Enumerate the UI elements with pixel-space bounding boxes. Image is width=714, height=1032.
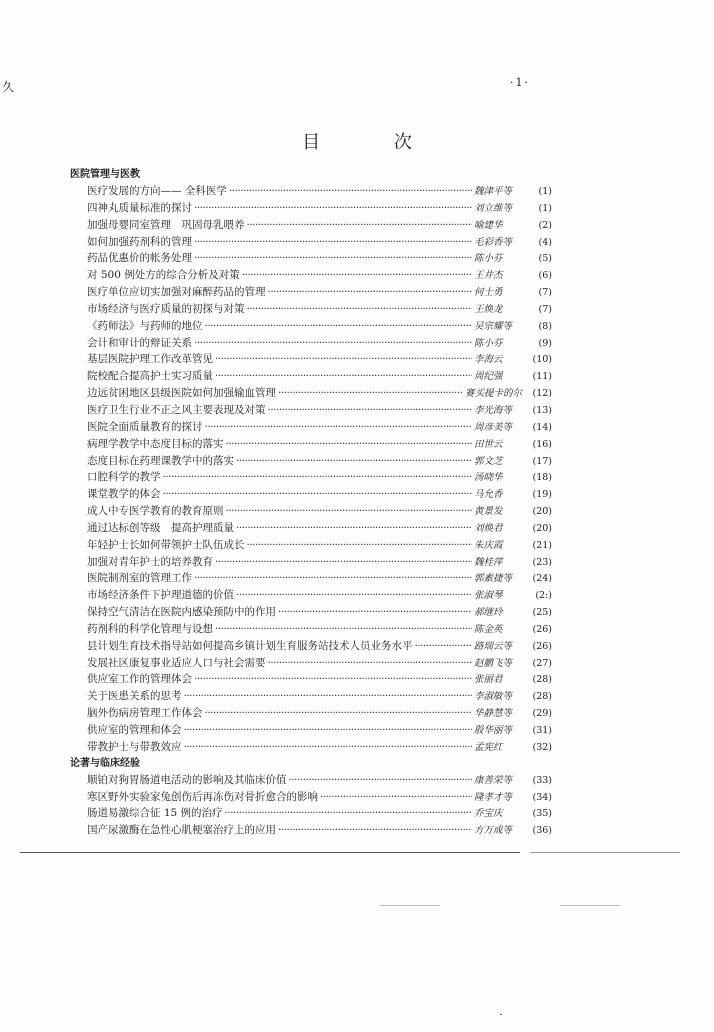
bottom-rule-faint-2: [560, 905, 620, 906]
toc-entry: [70, 655, 552, 672]
toc-entry: [70, 520, 552, 537]
dot-leader: [278, 822, 472, 839]
toc-entry: [70, 436, 552, 453]
toc-entry: [70, 638, 552, 655]
bottom-rule-short: [530, 852, 680, 853]
entry-title: 《药师法》与药师的地位: [87, 319, 203, 332]
entry-author: 方万成等: [474, 825, 513, 837]
toc-entry: [70, 385, 552, 402]
entry-author: 张淑琴: [474, 590, 503, 602]
entry-page-number: (28): [532, 674, 552, 686]
entry-title: 通过达标创等级 提高护理质量: [87, 521, 234, 534]
dot-leader: [194, 234, 472, 251]
entry-title: 肠道易激综合征 15 例的治疗: [87, 807, 223, 820]
entry-page-number: (24): [532, 573, 552, 585]
entry-page-number: (16): [532, 438, 552, 450]
entry-author: 喻建华: [474, 219, 503, 231]
entry-title: 对 500 例处方的综合分析及对策: [87, 269, 240, 282]
toc-entry: [70, 789, 552, 806]
entry-author: 周彦美等: [474, 421, 513, 433]
toc-entry: [70, 335, 552, 352]
entry-page-number: (21): [532, 539, 552, 551]
entry-title: 保持空气清洁在医院内感染预防中的作用: [87, 606, 276, 619]
entry-page-number: (36): [532, 825, 552, 837]
entry-author: 陈金英: [474, 623, 503, 635]
entry-page-number: (8): [538, 320, 552, 332]
toc-entry: [70, 250, 552, 267]
entry-author: 赛买提卡的尔: [464, 388, 522, 400]
entry-title: 带教护士与带教效应: [87, 740, 182, 753]
entry-title: 态度目标在药理课教学中的落实: [87, 454, 234, 467]
entry-title: 院校配合提高护士实习质量: [87, 370, 213, 383]
entry-page-number: (27): [532, 657, 552, 669]
entry-title: 医院制剂室的管理工作: [87, 572, 192, 585]
entry-author: 王井杰: [474, 270, 503, 282]
dot-leader: [215, 351, 472, 368]
entry-author: 乔宝庆: [474, 808, 503, 820]
entry-page-number: (10): [532, 354, 552, 366]
entry-author: 周纪强: [474, 371, 503, 383]
dot-leader: [278, 604, 472, 621]
entry-page-number: (28): [532, 691, 552, 703]
entry-title: 寒区野外实验家兔创伤后再冻伤对骨折愈合的影响: [87, 790, 318, 803]
entry-page-number: (9): [538, 337, 552, 349]
toc-entry: [70, 554, 552, 571]
entry-page-number: (7): [538, 287, 552, 299]
entry-author: 孟宪红: [474, 741, 503, 753]
entry-title: 关于医患关系的思考: [87, 690, 182, 703]
entry-page-number: (19): [532, 489, 552, 501]
entry-author: 郭素捷等: [474, 573, 513, 585]
dot-leader: [236, 453, 472, 470]
dot-leader: [247, 537, 473, 554]
entry-page-number: (7): [538, 303, 552, 315]
entry-title: 药剂科的科学化管理与设想: [87, 622, 213, 635]
toc-entry: [70, 688, 552, 705]
dot-leader: [215, 554, 472, 571]
entry-title: 医院全面质量教育的探讨: [87, 420, 203, 433]
toc-entry: [70, 486, 552, 503]
entry-page-number: (35): [532, 808, 552, 820]
dot-leader: [236, 520, 472, 537]
dot-leader: [268, 284, 473, 301]
table-of-contents: [70, 167, 552, 839]
entry-title: 基层医院护理工作改革管见: [87, 353, 213, 366]
entry-author: 李海云: [474, 354, 503, 366]
dot-leader: [268, 402, 473, 419]
entry-title: 市场经济条件下护理道德的价值: [87, 589, 234, 602]
toc-entry: [70, 301, 552, 318]
toc-entry: [70, 570, 552, 587]
entry-author: 刘焕君: [474, 522, 503, 534]
entry-author: 魏桂萍: [474, 556, 503, 568]
entry-author: 李光海等: [474, 404, 513, 416]
entry-title: 边远贫困地区县级医院如何加强输血管理: [87, 387, 276, 400]
dot-leader: [194, 570, 472, 587]
entry-author: 隆孝才等: [474, 791, 513, 803]
toc-entry: [70, 217, 552, 234]
entry-title: 医疗单位应切实加强对麻醉药品的管理: [87, 286, 266, 299]
entry-page-number: (34): [532, 791, 552, 803]
entry-title: 县计划生育技术指导站如何提高乡镇计划生育服务站技术人员业务水平: [87, 639, 413, 652]
dot-leader: [226, 436, 473, 453]
entry-page-number: (17): [532, 455, 552, 467]
dot-leader: [205, 318, 473, 335]
entry-title: 脑外伤病房管理工作体会: [87, 707, 203, 720]
entry-title: 如何加强药剂科的管理: [87, 235, 192, 248]
entry-title: 医疗发展的方向—— 全科医学: [87, 185, 227, 197]
dot-leader: [415, 638, 473, 655]
dot-leader: [320, 789, 472, 806]
entry-page-number: (20): [532, 522, 552, 534]
toc-entry: [70, 621, 552, 638]
entry-author: 魏津平等: [474, 186, 513, 197]
entry-author: 张丽君: [474, 674, 503, 686]
entry-title: 发展社区康复事业适应人口与社会需要: [87, 656, 266, 669]
entry-author: 殷华丽等: [474, 725, 513, 736]
entry-page-number: (2:): [535, 590, 552, 602]
toc-entry: [70, 267, 552, 284]
toc-entry: [70, 671, 552, 688]
entry-title: 课堂教学的体会: [87, 488, 161, 501]
toc-entry: [70, 822, 552, 839]
entry-title: 国产尿激酶在急性心肌梗塞治疗上的应用: [87, 824, 276, 837]
toc-entry: [70, 739, 552, 756]
dot-leader: [226, 503, 473, 520]
entry-title: 口腔科学的教学: [87, 471, 161, 484]
dot-leader: [236, 587, 472, 604]
dot-leader: [215, 621, 472, 638]
dot-leader: [268, 655, 473, 672]
entry-author: 陈小芬: [474, 253, 503, 265]
entry-title: 成人中专医学教育的教育原则: [87, 505, 224, 518]
entry-title: 顺铂对狗胃肠道电活动的影响及其临床价值: [87, 773, 287, 786]
entry-author: 康善荣等: [474, 774, 513, 786]
entry-page-number: (13): [532, 404, 552, 416]
entry-page-number: (2): [538, 219, 552, 231]
entry-page-number: (20): [532, 506, 552, 518]
toc-entry: [70, 453, 552, 470]
dot-leader: [205, 705, 473, 722]
section-heading: 医院管理与医教: [70, 169, 140, 180]
toc-entry: [70, 200, 552, 217]
entry-title: 四神丸质量标准的探讨: [87, 201, 192, 214]
dot-leader: [184, 722, 473, 739]
entry-author: 李淑敏等: [474, 691, 513, 703]
page-edge-mark: 久: [2, 80, 15, 94]
toc-entry: [70, 587, 552, 604]
dot-leader: [229, 183, 472, 200]
entry-page-number: (11): [532, 371, 552, 383]
entry-page-number: (1): [538, 202, 552, 214]
entry-author: 毛彩香等: [474, 236, 513, 248]
entry-title: 供应室的管理和体会: [87, 724, 182, 736]
dot-leader: [163, 469, 473, 486]
dot-leader: [194, 335, 472, 352]
entry-title: 药品优惠价的帐务处理: [87, 252, 192, 265]
toc-entry: [70, 722, 552, 739]
toc-entry: [70, 351, 552, 368]
dot-leader: [194, 671, 472, 688]
entry-author: 王焕龙: [474, 303, 503, 315]
bottom-rule: [20, 852, 520, 853]
toc-entry: [70, 419, 552, 436]
dot-leader: [289, 772, 473, 789]
entry-author: 吴宗耀等: [474, 320, 513, 332]
toc-entry: [70, 772, 552, 789]
entry-author: 汤晓华: [474, 472, 503, 484]
entry-author: 黄景发: [474, 506, 503, 518]
dot-leader: [194, 250, 472, 267]
toc-entry: [70, 469, 552, 486]
dot-leader: [194, 200, 472, 217]
entry-title: 会计和审计的辩证关系: [87, 336, 192, 349]
entry-author: 华静慧等: [474, 708, 513, 720]
page-number: ·1·: [510, 76, 530, 89]
entry-title: 年轻护士长如何带领护士队伍成长: [87, 538, 245, 551]
dot-leader: [184, 688, 473, 705]
entry-page-number: (26): [532, 623, 552, 635]
toc-entry: [70, 234, 552, 251]
toc-entry: [70, 368, 552, 385]
toc-entry: [70, 805, 552, 822]
dot-leader: [215, 368, 472, 385]
entry-author: 郭文芝: [474, 455, 503, 467]
scan-speck: [500, 1014, 502, 1015]
entry-author: 马允香: [474, 489, 503, 501]
entry-author: 田世云: [474, 438, 503, 450]
toc-entry: [70, 183, 552, 200]
page-title: 目 次: [302, 132, 446, 153]
entry-author: 赵鹏飞等: [474, 657, 513, 669]
entry-page-number: (5): [538, 253, 552, 265]
entry-page-number: (4): [538, 236, 552, 248]
dot-leader: [242, 267, 472, 284]
entry-page-number: (26): [532, 640, 552, 652]
entry-title: 病理学教学中态度目标的落实: [87, 437, 224, 450]
entry-author: 郝继玲: [474, 607, 503, 619]
entry-page-number: (33): [532, 774, 552, 786]
dot-leader: [247, 217, 473, 234]
entry-author: 朱庆霞: [474, 539, 503, 551]
dot-leader: [247, 301, 473, 318]
entry-page-number: (18): [532, 472, 552, 484]
entry-page-number: (14): [532, 421, 552, 433]
entry-page-number: (12): [532, 388, 552, 400]
dot-leader: [205, 419, 473, 436]
toc-entry: [70, 705, 552, 722]
dot-leader: [163, 486, 473, 503]
entry-author: 何士勇: [474, 287, 503, 299]
entry-page-number: (23): [532, 556, 552, 568]
section-heading: 论著与临床经验: [70, 757, 140, 769]
entry-page-number: (25): [532, 607, 552, 619]
entry-title: 加强母婴同室管理 巩固母乳喂养: [87, 218, 245, 231]
entry-author: 刘立维等: [474, 202, 513, 214]
entry-page-number: (32): [532, 741, 552, 753]
entry-page-number: (1): [538, 186, 552, 197]
toc-entry: [70, 284, 552, 301]
toc-entry: [70, 537, 552, 554]
entry-title: 市场经济与医疗质量的初探与对策: [87, 302, 245, 315]
bottom-rule-faint: [380, 905, 440, 906]
entry-page-number: (29): [532, 708, 552, 720]
dot-leader: [225, 805, 472, 822]
entry-title: 供应室工作的管理体会: [87, 673, 192, 686]
toc-entry: [70, 318, 552, 335]
entry-title: 医疗卫生行业不正之风主要表现及对策: [87, 403, 266, 416]
entry-page-number: (6): [538, 270, 552, 282]
dot-leader: [278, 385, 463, 402]
entry-title: 加强对青年护士的培养教育: [87, 555, 213, 568]
entry-page-number: (31): [532, 725, 552, 736]
entry-author: 陈小芬: [474, 337, 503, 349]
dot-leader: [184, 739, 473, 756]
toc-entry: [70, 604, 552, 621]
entry-author: 路瑞云等: [474, 640, 513, 652]
toc-entry: [70, 503, 552, 520]
toc-entry: [70, 402, 552, 419]
